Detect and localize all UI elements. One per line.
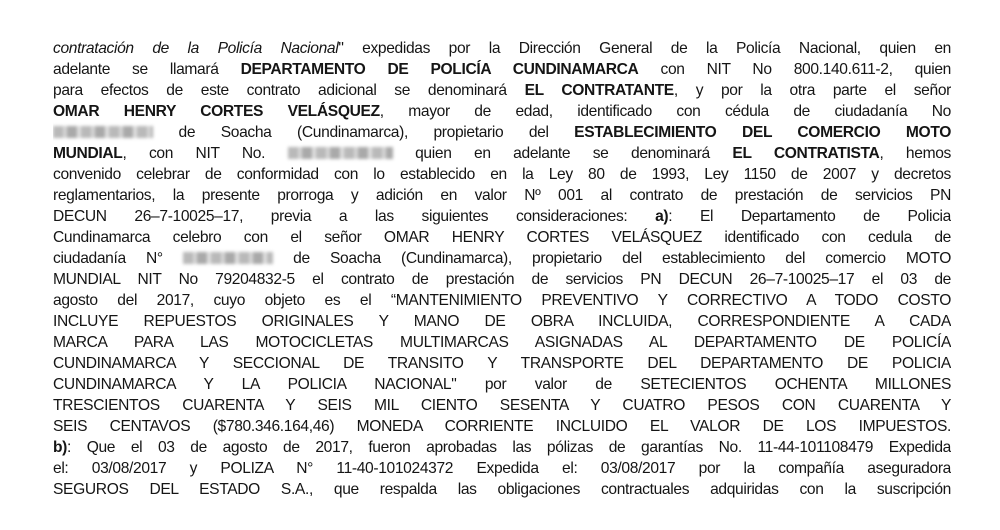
text-segment: para efectos de este contrato adicional se denominará (53, 82, 525, 99)
document-line (53, 185, 951, 206)
text-segment: , mayor de edad, identificado con cédula de ciudadanía No (379, 103, 951, 120)
text-segment: SEIS CENTAVOS ($780.346.164,46) MONEDA CORRIENTE INCLUIDO EL VALOR DE LOS IMPUESTOS. (53, 418, 951, 435)
text-segment: , hemos (879, 145, 951, 162)
text-segment: INCLUYE REPUESTOS ORIGINALES Y MANO DE OBRA INCLUIDA, CORRESPONDIENTE A CADA (53, 313, 951, 330)
document-line (53, 458, 951, 479)
text-segment: de Soacha (Cundinamarca), propietario del establecimiento del comercio MOTO (272, 250, 951, 267)
document-line (53, 395, 951, 416)
document-line (53, 206, 951, 227)
document-line (53, 164, 951, 185)
text-segment: CUNDINAMARCA Y SECCIONAL DE TRANSITO Y TRANSPORTE DEL DEPARTAMENTO DE POLICIA (53, 355, 951, 372)
text-segment: TRESCIENTOS CUARENTA Y SEIS MIL CIENTO SESENTA Y CUATRO PESOS CON CUARENTA Y (53, 397, 951, 414)
text-segment: CUNDINAMARCA Y LA POLICIA NACIONAL" por valor de SETECIENTOS OCHENTA MILLONES (53, 376, 951, 393)
redacted-blur (183, 252, 273, 264)
bold-text: b) (53, 439, 68, 456)
bold-text: a) (655, 208, 669, 225)
document-line (53, 437, 951, 458)
document-line (53, 290, 951, 311)
text-segment: " expedidas por la Dirección General de la Policía Nacional, quien en (338, 40, 951, 57)
text-segment: Cundinamarca celebro con el señor OMAR HENRY CORTES VELÁSQUEZ identificado con cedula de (53, 229, 951, 246)
italic-text: contratación de la Policía Nacional (53, 40, 339, 57)
text-segment: reglamentarios, la presente prorroga y adición en valor Nº 001 al contrato de prestación de servicios PN (53, 187, 951, 204)
bold-text: EL CONTRATISTA (732, 145, 880, 162)
text-segment: ciudadanía N° (53, 250, 183, 267)
redacted-blur (53, 126, 153, 138)
text-segment: quien en adelante se denominará (392, 145, 733, 162)
text-segment: el: 03/08/2017 y POLIZA N° 11-40-101024372 Expedida el: 03/08/2017 por la compañía aseguradora (53, 460, 951, 477)
document-line (53, 416, 951, 437)
text-segment: agosto del 2017, cuyo objeto es el “MANTENIMIENTO PREVENTIVO Y CORRECTIVO A TODO COSTO (53, 292, 951, 309)
document-line (53, 122, 951, 143)
bold-text: OMAR HENRY CORTES VELÁSQUEZ (53, 103, 380, 120)
text-segment: convenido celebrar de conformidad con lo establecido en la Ley 80 de 1993, Ley 1150 de 2007 y decretos (53, 166, 951, 183)
text-segment: con NIT No 800.140.611-2, quien (638, 61, 951, 78)
text-segment: , con NIT No. (122, 145, 288, 162)
document-line (53, 353, 951, 374)
text-segment: MARCA PARA LAS MOTOCICLETAS MULTIMARCAS ASIGNADAS AL DEPARTAMENTO DE POLICÍA (53, 334, 951, 351)
bold-text: MUNDIAL (53, 145, 123, 162)
bold-text: DEPARTAMENTO DE POLICÍA CUNDINAMARCA (240, 61, 639, 78)
text-segment: MUNDIAL NIT No 79204832-5 el contrato de prestación de servicios PN DECUN 26–7-10025–17 el 03 de (53, 271, 951, 288)
text-segment: adelante se llamará (53, 61, 241, 78)
text-segment: de Soacha (Cundinamarca), propietario del (153, 124, 575, 141)
document-line (53, 374, 951, 395)
contract-document-body (53, 38, 951, 500)
text-segment: DECUN 26–7-10025–17, previa a las siguientes consideraciones: (53, 208, 656, 225)
document-line (53, 332, 951, 353)
text-segment: : El Departamento de Policia (668, 208, 951, 225)
document-line (53, 143, 951, 164)
bold-text: EL CONTRATANTE (524, 82, 674, 99)
document-line (53, 311, 951, 332)
document-line (53, 479, 951, 500)
text-segment: SEGUROS DEL ESTADO S.A., que respalda las obligaciones contractuales adquiridas con la suscripción (53, 481, 951, 498)
text-segment: , y por la otra parte el señor (673, 82, 951, 99)
document-line (53, 227, 951, 248)
document-line (53, 38, 951, 59)
document-line (53, 269, 951, 290)
bold-text: ESTABLECIMIENTO DEL COMERCIO MOTO (574, 124, 951, 141)
document-line (53, 248, 951, 269)
document-line (53, 59, 951, 80)
document-line (53, 80, 951, 101)
document-line (53, 101, 951, 122)
text-segment: : Que el 03 de agosto de 2017, fueron aprobadas las pólizas de garantías No. 11-44-101108479 Expedida (67, 439, 951, 456)
redacted-blur (288, 147, 393, 159)
